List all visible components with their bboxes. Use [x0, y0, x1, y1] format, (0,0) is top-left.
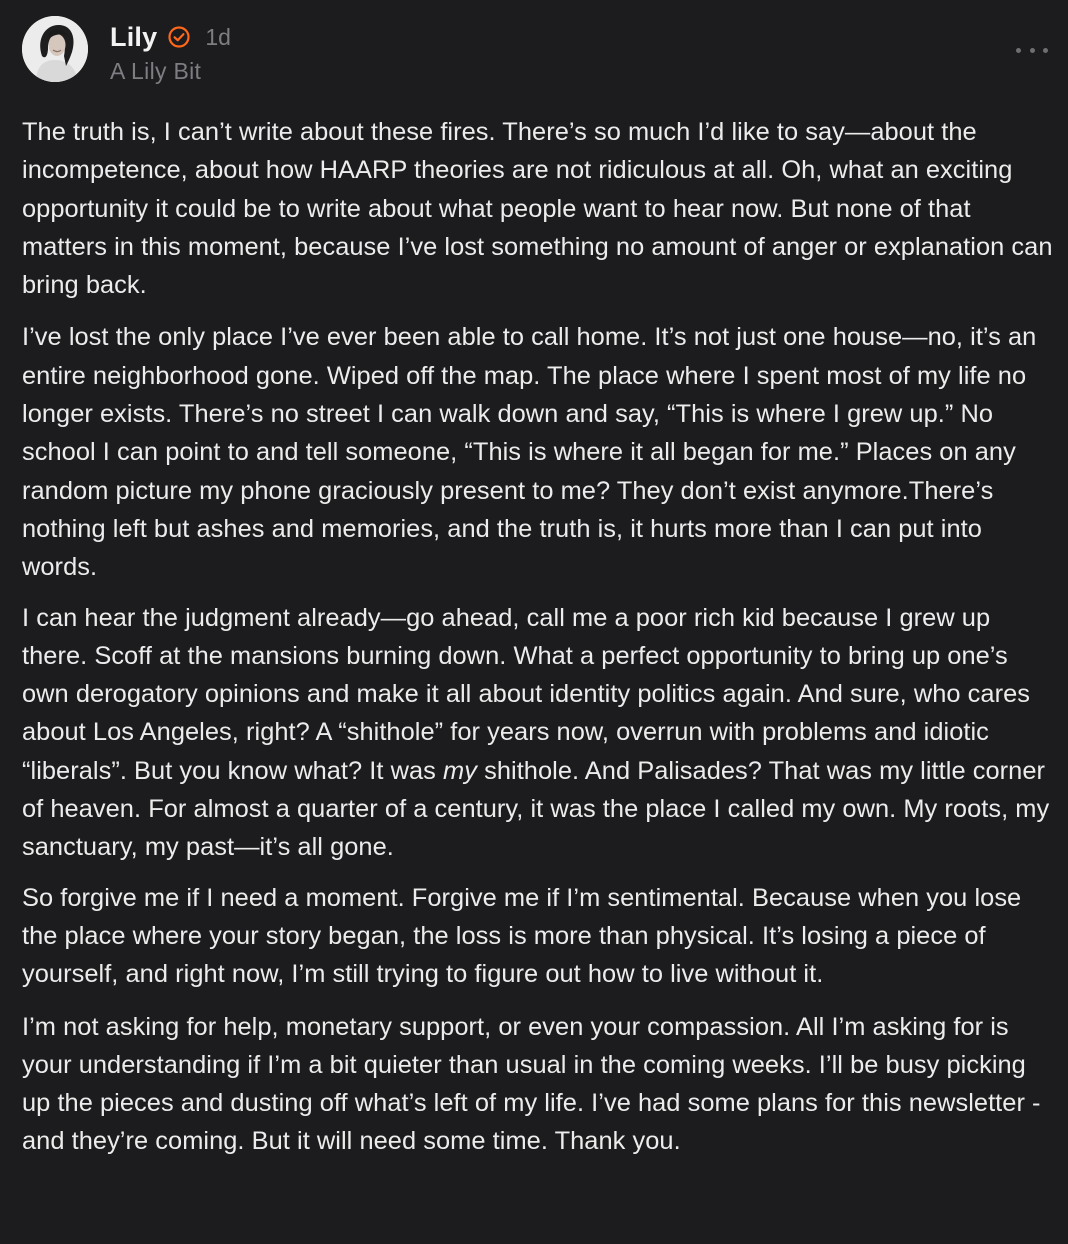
paragraph-3-emphasis: my	[443, 756, 477, 785]
avatar-photo	[22, 16, 88, 82]
author-info	[110, 20, 231, 85]
paragraph-3	[22, 599, 1056, 867]
more-horizontal-icon	[1016, 48, 1021, 53]
post-timestamp[interactable]: 1d	[205, 23, 231, 50]
more-horizontal-icon	[1043, 48, 1048, 53]
paragraph-5: I’m not asking for help, monetary support, or even your compassion. All I’m asking for is your understanding if I’m a bit quieter than usual in the coming weeks. I’ll be busy picking up the pieces and dusting off what’s left of my life. I’ve had some plans for this newsletter - and they’re coming. But it will need some time. Thank you.	[22, 1012, 1041, 1156]
author-name-row	[110, 20, 231, 54]
verified-badge-icon	[167, 25, 191, 49]
paragraph-2: I’ve lost the only place I’ve ever been able to call home. It’s not just one house—no, it’s an entire neighborhood gone. Wiped off the map. The place where I spent most of my life no longer exists. There’s no street I can walk down and say, “This is where I grew up.” No school I can point to and tell someone, “This is where it all began for me.” Places on any random picture my phone graciously present to me? They don’t exist anymore.There’s nothing left but ashes and memories, and the truth is, it hurts more than I can put into words.	[22, 323, 1037, 582]
post-body	[22, 113, 1056, 1173]
author-name[interactable]: Lily	[110, 21, 158, 52]
more-options-button[interactable]	[1016, 40, 1048, 60]
paragraph-3-text-end: shithole. And Palisades? That was my little corner of heaven. For almost a quarter of a century, it was the place I called my own. My roots, my sanctuary, my past—it’s all gone.	[22, 756, 1050, 862]
paragraph-4: So forgive me if I need a moment. Forgive me if I’m sentimental. Because when you lose the place where your story began, the loss is more than physical. It’s losing a piece of yourself, and right now, I’m still trying to figure out how to live without it.	[22, 883, 1022, 989]
more-horizontal-icon	[1030, 48, 1035, 53]
author-avatar[interactable]	[22, 16, 88, 82]
paragraph-3-text-start: I can hear the judgment already—go ahead, call me a poor rich kid because I grew up there. Scoff at the mansions burning down. What a perfect opportunity to bring up one’s own derogatory opinions and make it all about identity politics again. And sure, who cares about Los Angeles, right? A “shithole” for years now, overrun with problems and idiotic “liberals”. But you know what? It was	[22, 603, 1031, 785]
paragraph-1: The truth is, I can’t write about these fires. There’s so much I’d like to say—about the incompetence, about how HAARP theories are not ridiculous at all. Oh, what an exciting opportunity it could be to write about what people want to hear now. But none of that matters in this moment, because I’ve lost something no amount of anger or explanation can bring back.	[22, 118, 1053, 300]
publication-name[interactable]: A Lily Bit	[110, 58, 202, 84]
post-header	[22, 16, 1052, 88]
